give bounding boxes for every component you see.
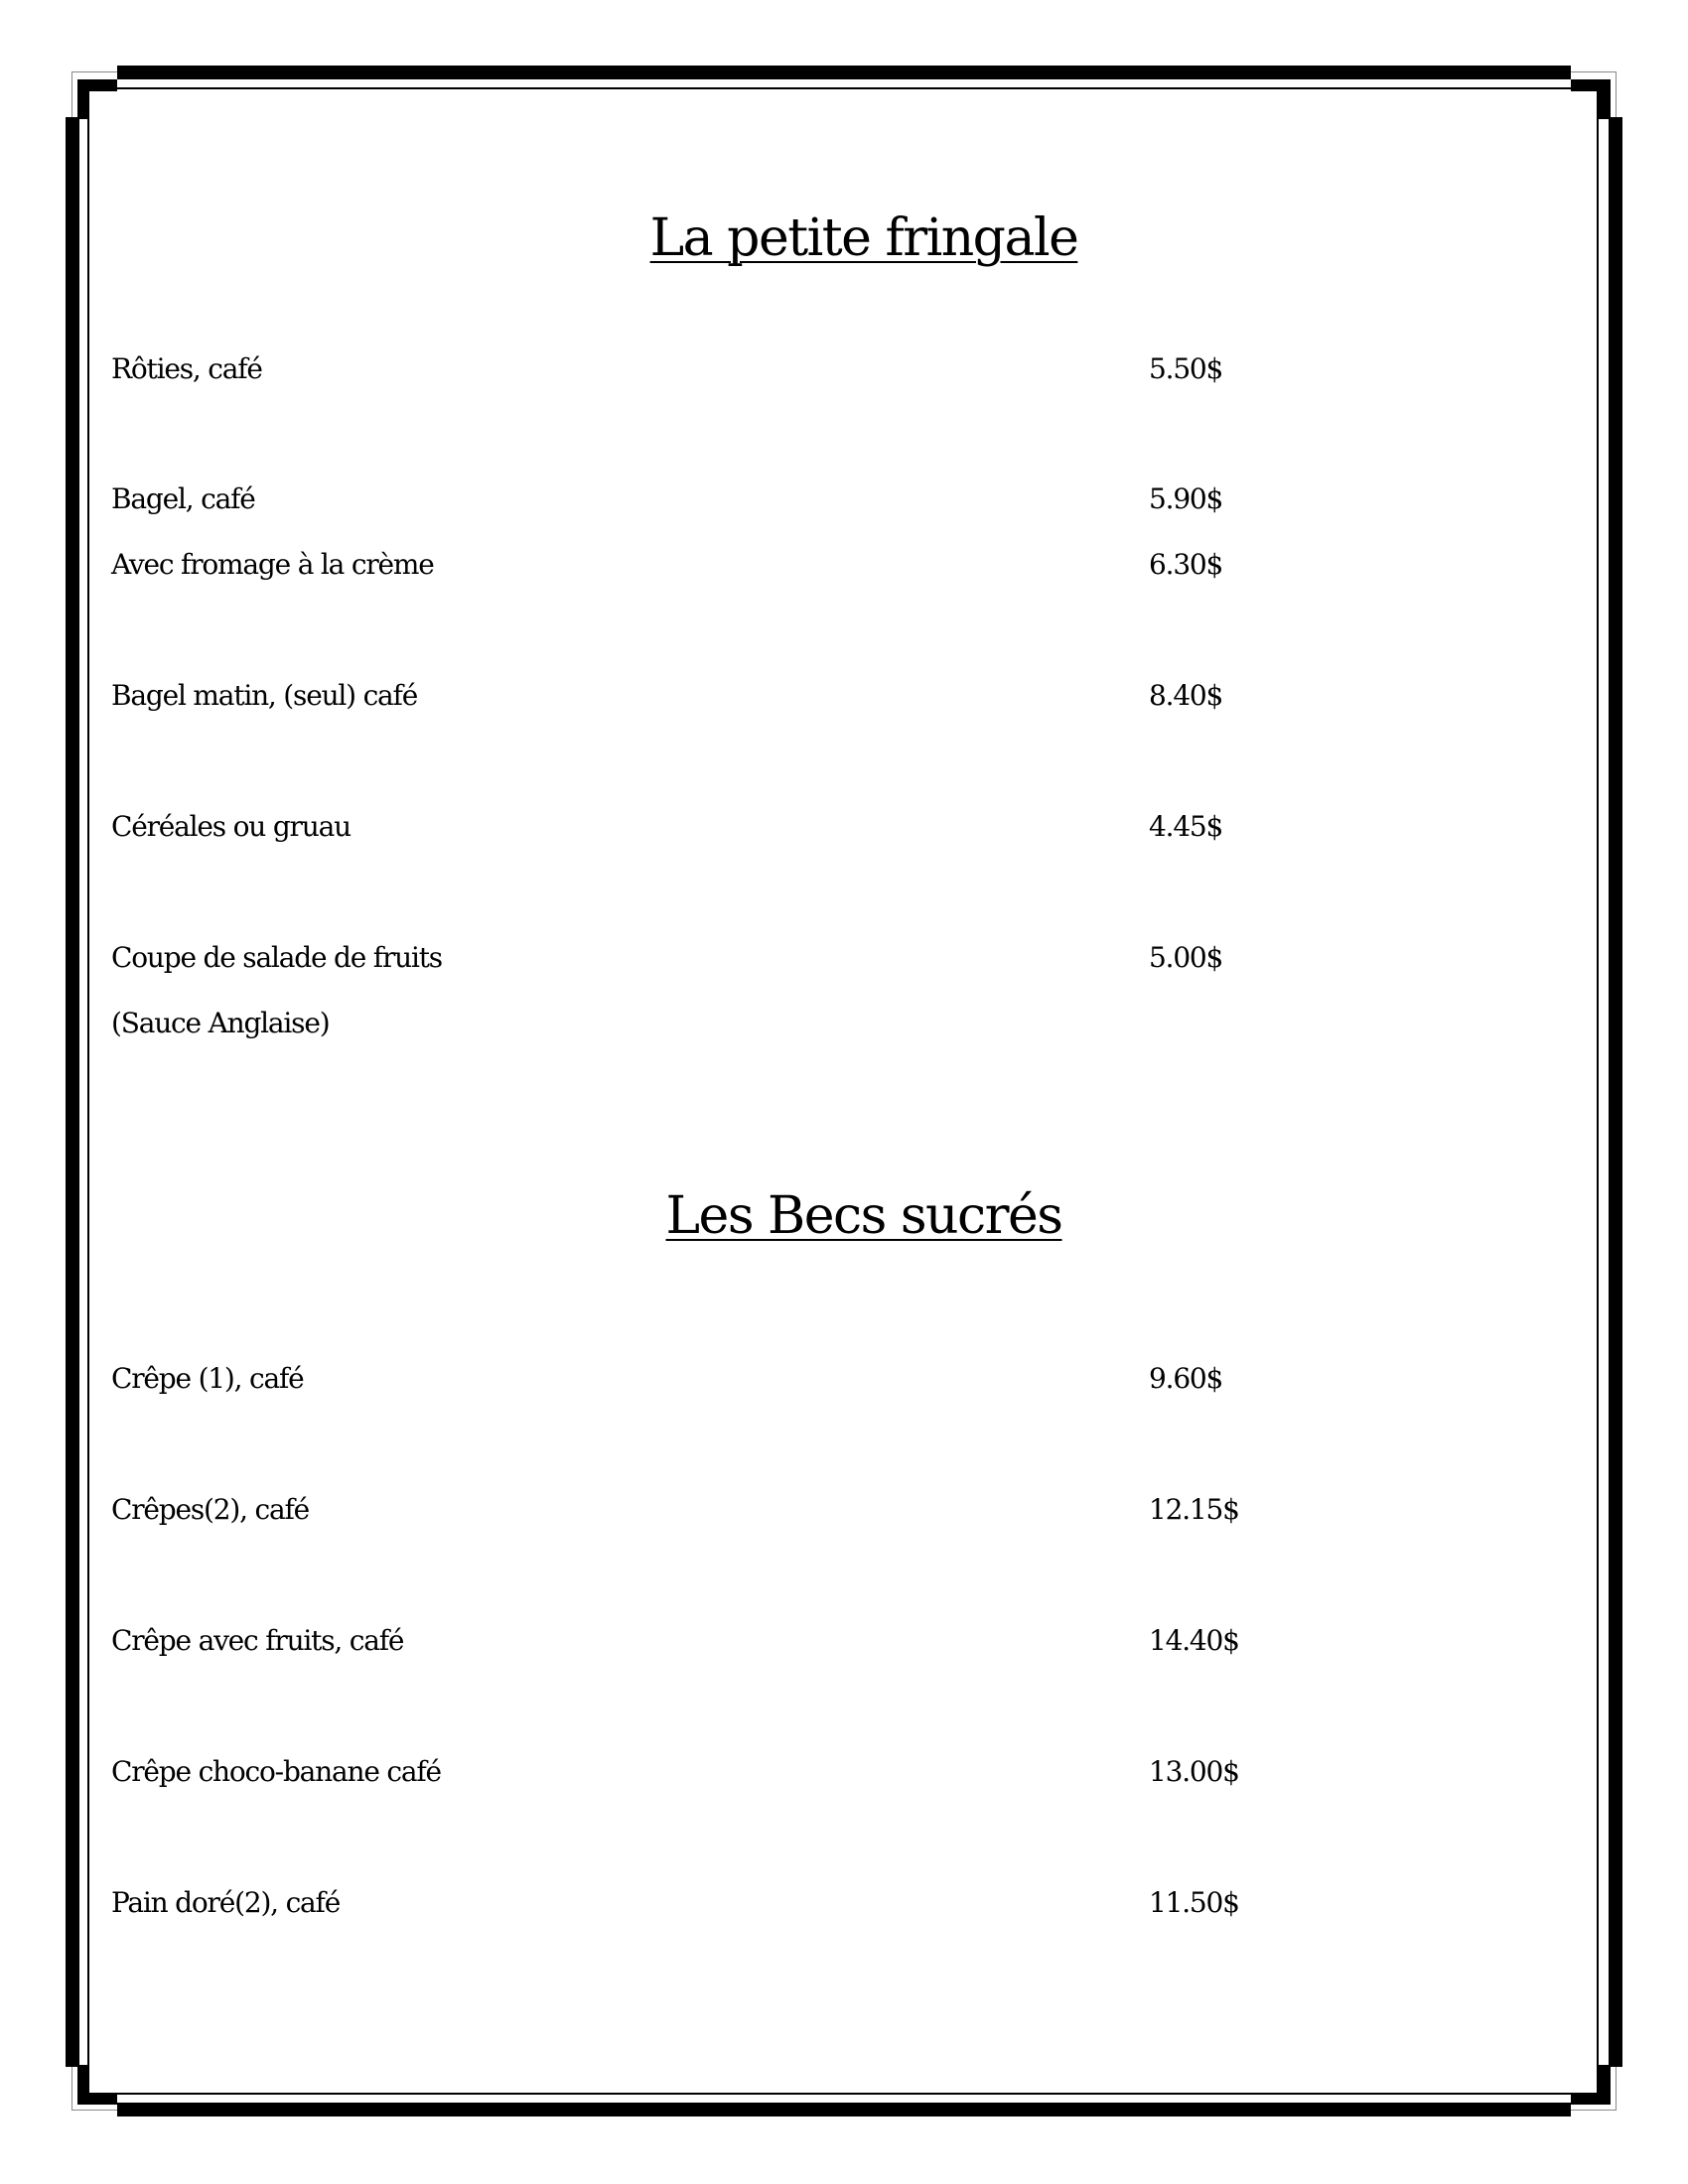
item-name: Crêpe choco-banane café xyxy=(111,1755,441,1788)
menu-item xyxy=(0,941,1688,991)
item-price: 11.50$ xyxy=(1149,1886,1239,1919)
menu-item xyxy=(0,352,1688,402)
item-price: 12.15$ xyxy=(1149,1493,1239,1526)
frame-corner-top-right xyxy=(1599,79,1611,119)
section-title-becs-sucres: Les Becs sucrés xyxy=(665,1186,1062,1246)
item-price: 13.00$ xyxy=(1149,1755,1239,1788)
item-name: Céréales ou gruau xyxy=(111,810,351,843)
frame-corner-top-left xyxy=(77,79,89,119)
item-price: 9.60$ xyxy=(1149,1362,1223,1395)
menu-item xyxy=(0,810,1688,860)
item-name: Bagel matin, (seul) café xyxy=(111,679,418,712)
frame-bottom-bar xyxy=(117,2103,1571,2116)
item-name: Crêpe (1), café xyxy=(111,1362,304,1395)
menu-item xyxy=(0,1886,1688,1936)
menu-item xyxy=(0,1493,1688,1543)
frame-corner-bottom-right xyxy=(1599,2065,1611,2105)
item-price: 14.40$ xyxy=(1149,1624,1239,1657)
item-name: Crêpes(2), café xyxy=(111,1493,310,1526)
item-price: 6.30$ xyxy=(1149,548,1223,581)
menu-item xyxy=(0,679,1688,729)
item-price: 5.50$ xyxy=(1149,352,1223,385)
menu-item xyxy=(0,1362,1688,1412)
menu-item xyxy=(0,482,1688,532)
item-name: Coupe de salade de fruits xyxy=(111,941,442,974)
item-price: 5.90$ xyxy=(1149,482,1223,515)
item-name: Pain doré(2), café xyxy=(111,1886,341,1919)
menu-item-note xyxy=(0,1007,1688,1056)
item-name: Rôties, café xyxy=(111,352,262,385)
menu-item xyxy=(0,1755,1688,1805)
item-price: 8.40$ xyxy=(1149,679,1223,712)
item-price: 5.00$ xyxy=(1149,941,1223,974)
frame-corner-bottom-left xyxy=(77,2065,89,2105)
item-name: Crêpe avec fruits, café xyxy=(111,1624,404,1657)
menu-item xyxy=(0,548,1688,598)
menu-item xyxy=(0,1624,1688,1674)
frame-top-bar xyxy=(117,66,1571,79)
item-price: 4.45$ xyxy=(1149,810,1223,843)
item-name: Bagel, café xyxy=(111,482,255,515)
section-title-petite-fringale: La petite fringale xyxy=(649,208,1078,268)
item-name: Avec fromage à la crème xyxy=(111,548,434,581)
item-name: (Sauce Anglaise) xyxy=(111,1007,330,1039)
